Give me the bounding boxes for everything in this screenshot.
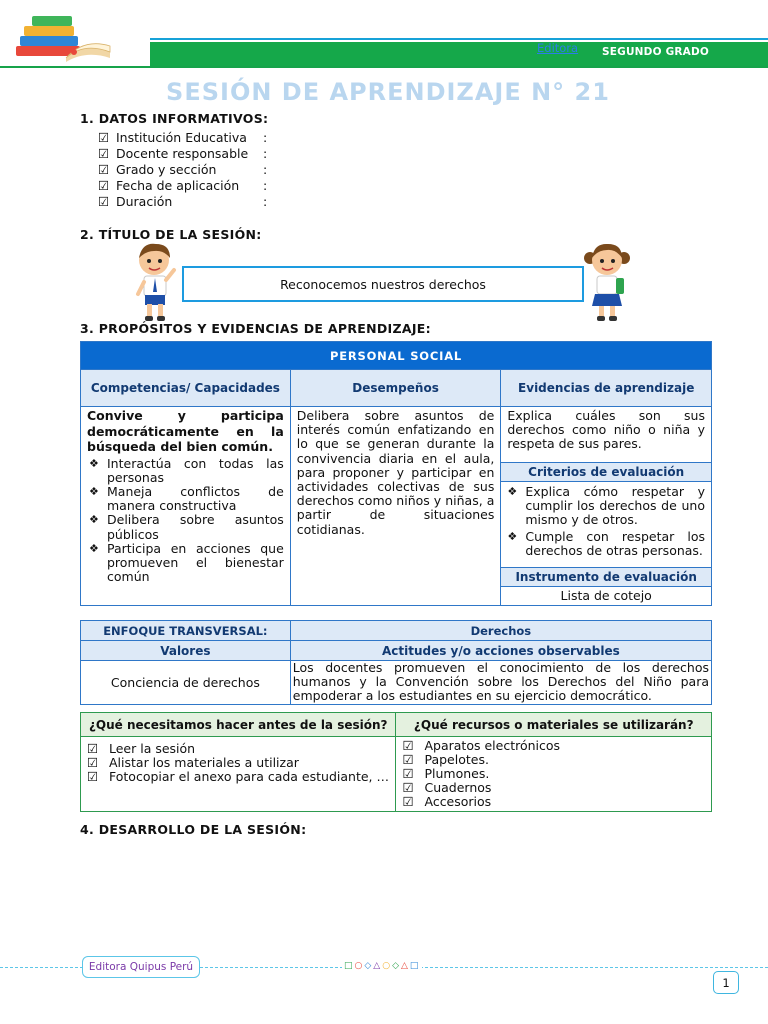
- list-item: ☑ Papelotes.: [402, 752, 489, 767]
- list-item: ☑ Alistar los materiales a utilizar: [87, 755, 299, 770]
- section-1-heading: 1. DATOS INFORMATIVOS:: [80, 111, 269, 126]
- datos-row: ☑ Duración :: [98, 194, 268, 209]
- boy-illustration-icon: [132, 240, 178, 324]
- list-item: ☑ Accesorios: [402, 794, 492, 809]
- checkbox-icon: ☑: [402, 794, 414, 809]
- list-item: ❖ Explica cómo respetar y cumplir los derechos de uno mismo y de otros.: [507, 484, 705, 528]
- section-4-heading: 4. DESARROLLO DE LA SESIÓN:: [80, 822, 307, 837]
- list-item: ☑ Leer la sesión: [87, 741, 196, 756]
- footer-shapes-icon: □○◇△○◇△□: [344, 961, 421, 971]
- recursos-list: [396, 737, 712, 812]
- list-item: ❖ Maneja conflictos de manera constructiva: [89, 483, 284, 514]
- checkbox-icon: ☑: [98, 146, 110, 161]
- criterios-cell: [501, 482, 712, 568]
- checkbox-icon: ☑: [402, 752, 414, 767]
- checkbox-icon: ☑: [98, 162, 110, 177]
- datos-row: ☑ Grado y sección :: [98, 162, 268, 177]
- datos-list: [98, 130, 267, 210]
- recursos-header: ¿Qué recursos o materiales se utilizarán?: [396, 713, 712, 737]
- col-actitudes-header: Actitudes y/o acciones observables: [290, 641, 711, 661]
- diamond-bullet-icon: ❖: [89, 484, 99, 498]
- list-item: ❖ Interactúa con todas las personas: [89, 455, 284, 485]
- checkbox-icon: ☑: [402, 780, 414, 795]
- col-evidencias-header: Evidencias de aprendizaje: [501, 370, 712, 407]
- criterios-header: Criterios de evaluación: [501, 463, 712, 482]
- page-number: 1: [713, 971, 739, 994]
- editora-link[interactable]: Editora: [537, 41, 579, 55]
- section-2-heading: 2. TÍTULO DE LA SESIÓN:: [80, 227, 262, 242]
- competencias-cell: [81, 407, 291, 606]
- instrumento-cell: Lista de cotejo: [501, 587, 712, 606]
- list-item: ☑ Fotocopiar el anexo para cada estudiante, …: [87, 769, 389, 784]
- checkbox-icon: ☑: [402, 738, 414, 753]
- list-item: ☑ Plumones.: [402, 766, 490, 781]
- checkbox-icon: ☑: [87, 755, 99, 770]
- diamond-bullet-icon: ❖: [507, 529, 518, 543]
- grade-label: SEGUNDO GRADO: [602, 46, 710, 58]
- list-item: ❖ Cumple con respetar los derechos de otras personas.: [507, 528, 705, 558]
- datos-row: ☑ Institución Educativa :: [98, 130, 268, 145]
- propositos-table: [80, 341, 712, 606]
- col-desempenos-header: Desempeños: [290, 370, 501, 407]
- checkbox-icon: ☑: [87, 769, 99, 784]
- checkbox-icon: ☑: [402, 766, 414, 781]
- instrumento-header: Instrumento de evaluación: [501, 568, 712, 587]
- antes-list: [81, 737, 396, 812]
- datos-row: ☑ Fecha de aplicación :: [98, 178, 268, 193]
- list-item: ☑ Cuadernos: [402, 780, 492, 795]
- list-item: ☑ Aparatos electrónicos: [402, 738, 561, 753]
- antes-header: ¿Qué necesitamos hacer antes de la sesión?: [81, 713, 396, 737]
- enfoque-label: ENFOQUE TRANSVERSAL:: [81, 621, 291, 641]
- footer-publisher: Editora Quipus Perú: [82, 956, 200, 978]
- list-item: ❖ Delibera sobre asuntos públicos: [89, 512, 284, 542]
- actitud-cell: Los docentes promueven el conocimiento de los derechos humanos y la Convención sobre los Derechos del Niño para empoderar a los estudiantes en su ejercicio democrático.: [290, 661, 711, 705]
- header-top-line: [150, 38, 768, 40]
- area-header: PERSONAL SOCIAL: [81, 342, 712, 370]
- diamond-bullet-icon: ❖: [89, 456, 99, 470]
- datos-row: ☑ Docente responsable :: [98, 146, 268, 161]
- session-title-box: Reconocemos nuestros derechos: [182, 266, 584, 302]
- page-title: SESIÓN DE APRENDIZAJE N° 21: [166, 78, 610, 106]
- checkbox-icon: ☑: [87, 741, 99, 756]
- girl-illustration-icon: [582, 240, 632, 324]
- diamond-bullet-icon: ❖: [507, 485, 518, 498]
- enfoque-table: [80, 620, 712, 705]
- list-item: ❖ Participa en acciones que promueven el bienestar común: [89, 540, 284, 585]
- checkbox-icon: ☑: [98, 130, 110, 145]
- books-illustration: [14, 12, 120, 64]
- col-competencias-header: Competencias/ Capacidades: [81, 370, 291, 407]
- competencia-text: Convive y participa democráticamente en la búsqueda del bien común.: [87, 408, 284, 454]
- desempeno-cell: Delibera sobre asuntos de interés común enfatizando en lo que se generan durante la convivencia diaria en el aula, para proponer y participar en actividades colectivas de sus derechos como niños y niñas, a partir de situaciones cotidianas.: [290, 407, 501, 606]
- checkbox-icon: ☑: [98, 178, 110, 193]
- header-bottom-line: [0, 66, 768, 68]
- section-3-heading: 3. PROPÓSITOS Y EVIDENCIAS DE APRENDIZAJE:: [80, 321, 431, 336]
- evidencia-cell: Explica cuáles son sus derechos como niño o niña y respeta de sus pares.: [501, 407, 712, 463]
- col-valores-header: Valores: [81, 641, 291, 661]
- diamond-bullet-icon: ❖: [89, 541, 99, 555]
- preparacion-table: [80, 712, 712, 812]
- enfoque-value: Derechos: [290, 621, 711, 641]
- diamond-bullet-icon: ❖: [89, 513, 99, 527]
- checkbox-icon: ☑: [98, 194, 110, 209]
- valor-cell: Conciencia de derechos: [81, 661, 291, 705]
